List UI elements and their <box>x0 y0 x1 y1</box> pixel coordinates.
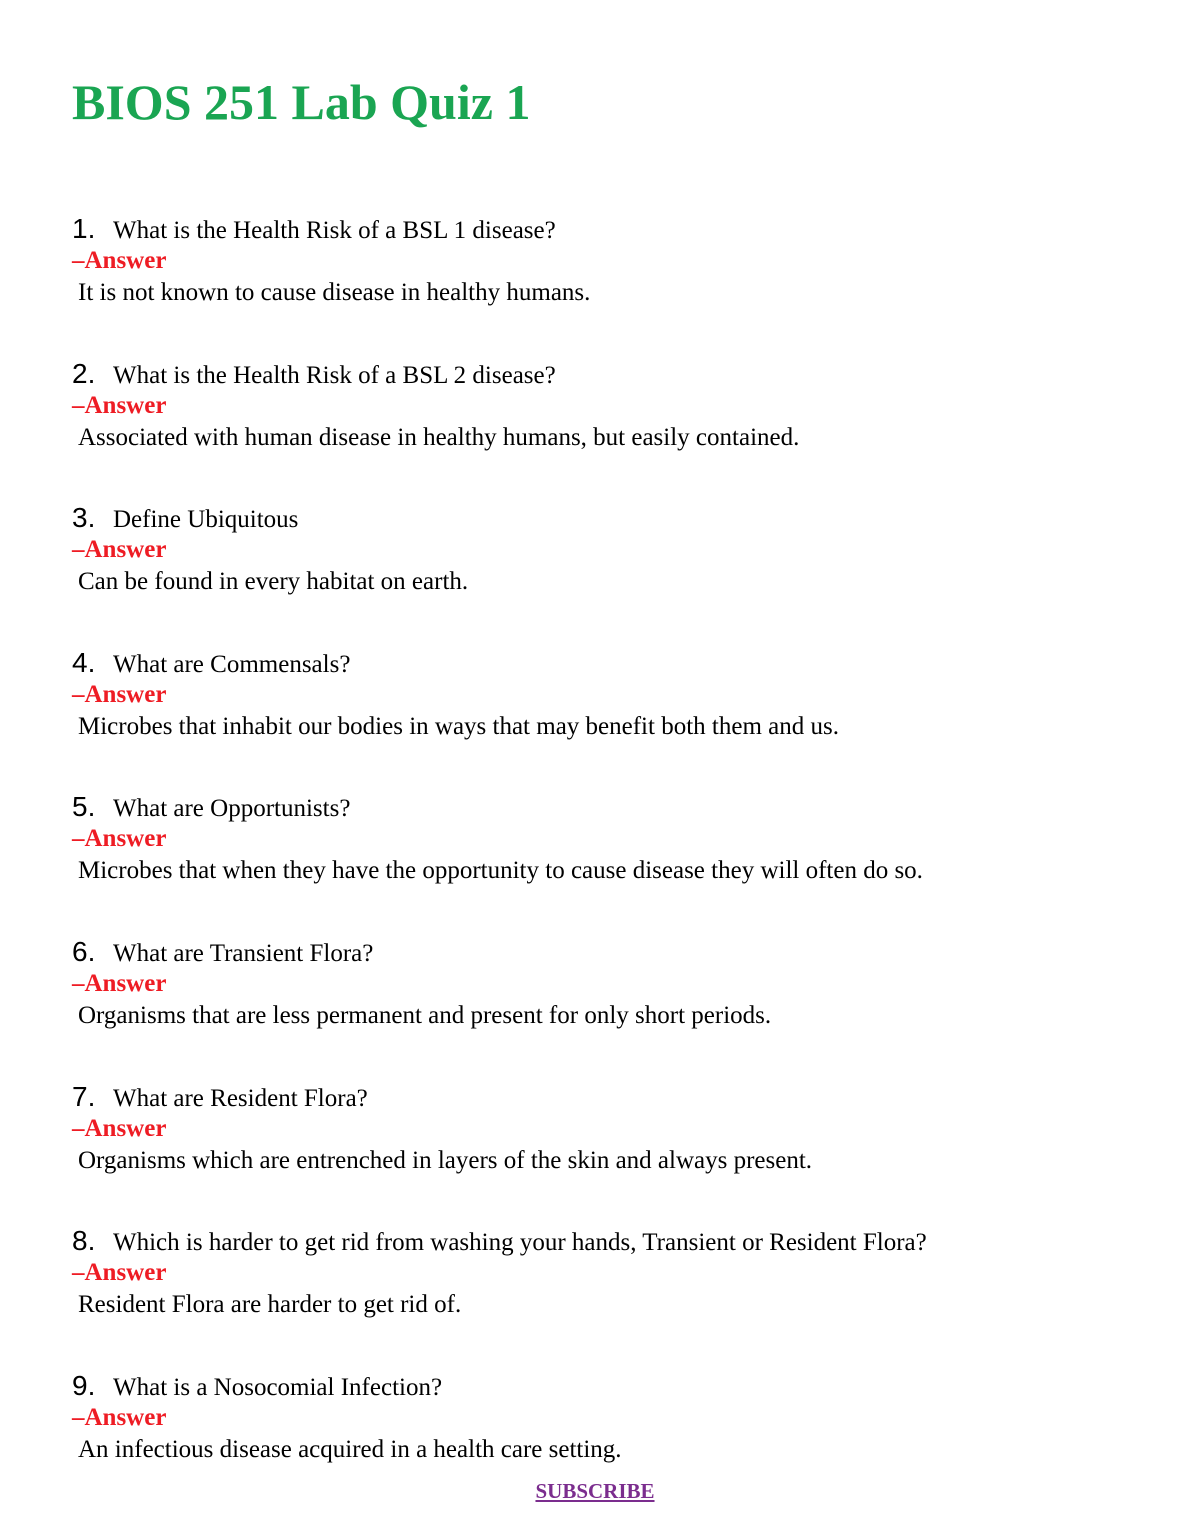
answer-text: Microbes that inhabit our bodies in ways that may benefit both them and us. <box>78 712 839 740</box>
answer-text: An infectious disease acquired in a health care setting. <box>78 1435 622 1463</box>
question <box>72 211 1132 246</box>
answer-text: Resident Flora are harder to get rid of. <box>78 1291 462 1319</box>
question-number: 3. <box>72 502 96 534</box>
question-text: What is a Nosocomial Infection? <box>113 1373 443 1401</box>
qa-item <box>72 1223 1132 1368</box>
answer-label: –Answer <box>72 536 167 564</box>
answer-label: –Answer <box>72 1403 167 1431</box>
question-number: 8. <box>72 1225 96 1257</box>
question-number: 2. <box>72 357 96 389</box>
question-text: What are Resident Flora? <box>113 1084 368 1112</box>
question <box>72 789 1132 824</box>
question <box>72 934 1132 969</box>
qa-list <box>72 211 1132 1512</box>
question-number: 7. <box>72 1080 96 1112</box>
answer-label: –Answer <box>72 1114 167 1142</box>
subscribe-link[interactable]: SUBSCRIBE <box>535 1479 655 1503</box>
question <box>72 645 1132 680</box>
question <box>72 1368 1132 1403</box>
question <box>72 356 1132 391</box>
answer-text: It is not known to cause disease in healthy humans. <box>78 279 591 306</box>
qa-item <box>72 211 1132 356</box>
subscribe-footer <box>0 1478 1190 1504</box>
qa-item <box>72 1079 1132 1224</box>
question-text: Which is harder to get rid from washing your hands, Transient or Resident Flora? <box>113 1229 927 1257</box>
qa-item <box>72 500 1132 645</box>
question-text: What are Opportunists? <box>113 795 351 823</box>
answer-text: Can be found in every habitat on earth. <box>78 568 469 596</box>
answer-text: Associated with human disease in healthy humans, but easily contained. <box>78 423 800 451</box>
answer-text: Organisms that are less permanent and present for only short periods. <box>78 1001 772 1029</box>
question-text: What is the Health Risk of a BSL 1 disease? <box>113 217 556 244</box>
question-text: What is the Health Risk of a BSL 2 disease? <box>113 361 556 389</box>
question-number: 1. <box>72 213 96 244</box>
answer-label: –Answer <box>72 969 167 997</box>
answer-label: –Answer <box>72 825 167 853</box>
qa-item <box>72 645 1132 790</box>
answer-label: –Answer <box>72 391 167 419</box>
question-number: 4. <box>72 646 96 678</box>
question-number: 6. <box>72 935 96 967</box>
answer-label: –Answer <box>72 1259 167 1287</box>
question-number: 5. <box>72 791 96 823</box>
answer-label: –Answer <box>72 247 167 274</box>
answer-text: Microbes that when they have the opportunity to cause disease they will often do so. <box>78 857 923 885</box>
question-text: What are Commensals? <box>113 650 351 678</box>
answer-label: –Answer <box>72 680 167 708</box>
answer-text: Organisms which are entrenched in layers of the skin and always present. <box>78 1146 813 1174</box>
page-title: BIOS 251 Lab Quiz 1 <box>72 74 531 130</box>
question-number: 9. <box>72 1369 96 1401</box>
question <box>72 1223 1132 1258</box>
qa-item <box>72 789 1132 934</box>
qa-item <box>72 356 1132 501</box>
question-text: What are Transient Flora? <box>113 939 374 967</box>
question <box>72 1079 1132 1114</box>
question-text: Define Ubiquitous <box>113 506 299 534</box>
qa-item <box>72 934 1132 1079</box>
question <box>72 500 1132 535</box>
